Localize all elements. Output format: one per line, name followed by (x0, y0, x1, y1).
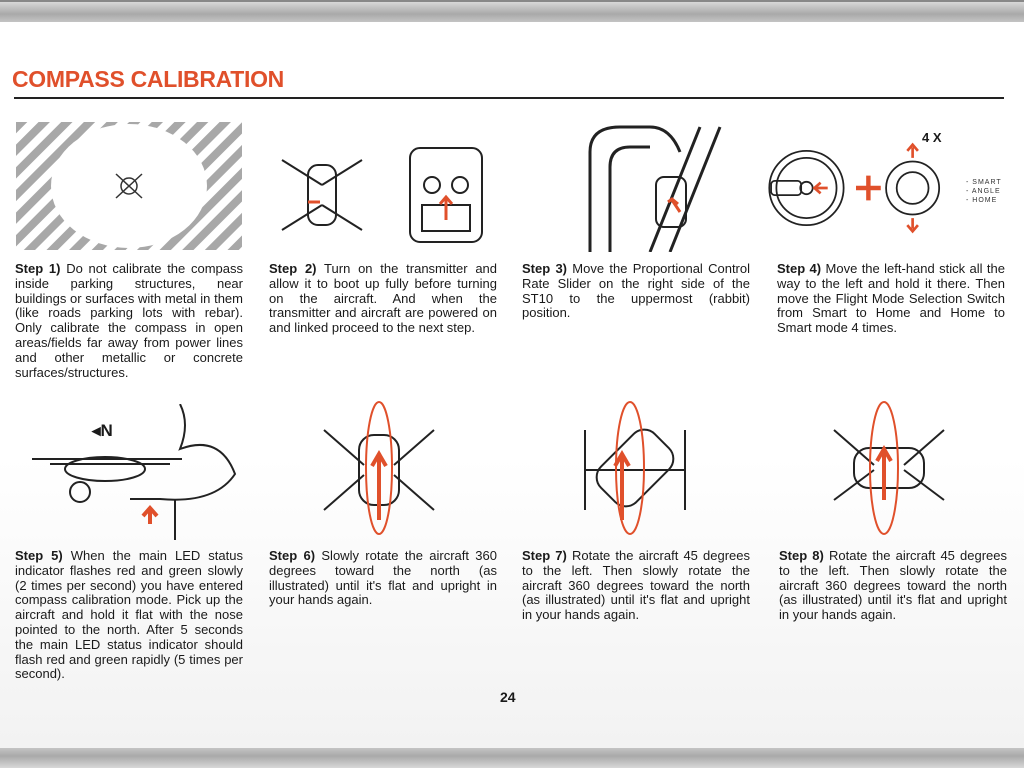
step1-figure-hatched-area (14, 122, 244, 250)
step5-figure-hold-aircraft-north (30, 404, 260, 540)
page-number: 24 (500, 689, 516, 705)
step4-figure-stick-and-switch (764, 126, 994, 250)
step-3-text (522, 262, 750, 321)
step-2-text (269, 262, 497, 336)
step-body: Move the left-hand stick all the way to the left and hold it there. Then move the Flight Mode Selection Switch from Smart to Home and Home to Smart mode 4 times. (777, 261, 1005, 336)
left-arrow-icon: ◂ (92, 421, 101, 440)
mode-home-label: - HOME (966, 197, 998, 204)
step6-figure-rotation (314, 400, 444, 536)
step-label: Step 1) (15, 261, 61, 276)
step-label: Step 2) (269, 261, 317, 276)
step-6-text (269, 549, 497, 608)
step-label: Step 4) (777, 261, 822, 276)
page-title: COMPASS CALIBRATION (12, 66, 284, 92)
step-label: Step 6) (269, 548, 316, 563)
step-label: Step 7) (522, 548, 567, 563)
step8-figure-rotation (824, 400, 954, 536)
step-5-text (15, 549, 243, 682)
mode-angle-label: - ANGLE (966, 188, 1001, 195)
viewer-bottom-bar (0, 748, 1024, 768)
step-body: Turn on the transmitter and allow it to boot up fully before turning on the aircraft. And when the transmitter and aircraft are powered on and linked proceed to the next step. (269, 261, 498, 336)
step2-figure-aircraft-transmitter (272, 140, 502, 250)
viewer-top-bar (0, 0, 1024, 22)
step-label: Step 8) (779, 548, 824, 563)
step-1-text (15, 262, 243, 380)
step3-figure-control-rate-slider (560, 122, 790, 252)
mode-smart-label: - SMART (966, 179, 1002, 186)
step-body: Move the Proportional Control Rate Slider on the right side of the ST10 to the uppermost (rabbit) position. (522, 261, 751, 321)
step-body: Slowly rotate the aircraft 360 degrees toward the north (as illustrated) until it's flat and upright in your hands again. (269, 548, 498, 608)
north-label: N (100, 421, 113, 440)
step-body: Rotate the aircraft 45 degrees to the left. Then slowly rotate the aircraft 360 degrees toward the north (as illustrated) until it's flat and upright in your hands again. (522, 548, 750, 623)
repeat-count-label: 4 X (922, 130, 942, 145)
step-body: Do not calibrate the compass inside parking structures, near buildings or surfaces with metal in them (like roads parking lots with rebar). Only calibrate the compass in open areas/fields far away from power lines and other metallic or concrete surfaces/structures. (15, 261, 244, 380)
step-8-text (779, 549, 1007, 623)
north-direction-label (92, 421, 113, 441)
step-body: Rotate the aircraft 45 degrees to the left. Then slowly rotate the aircraft 360 degrees toward the north (as illustrated) until it's flat and upright in your hands again. (779, 548, 1007, 623)
step-7-text (522, 549, 750, 623)
step-label: Step 5) (15, 548, 63, 563)
step-body: When the main LED status indicator flashes red and green slowly (2 times per second) you have entered compass calibration mode. Pick up the aircraft and hold it flat with the nose pointed to the north. After 5 seconds the main LED status indicator should flash red and green rapidly (5 times per second). (15, 548, 243, 682)
step7-figure-rotation (570, 400, 700, 536)
step-label: Step 3) (522, 261, 568, 276)
title-divider (14, 97, 1004, 99)
flight-mode-labels (966, 178, 1002, 205)
step-4-text (777, 262, 1005, 336)
